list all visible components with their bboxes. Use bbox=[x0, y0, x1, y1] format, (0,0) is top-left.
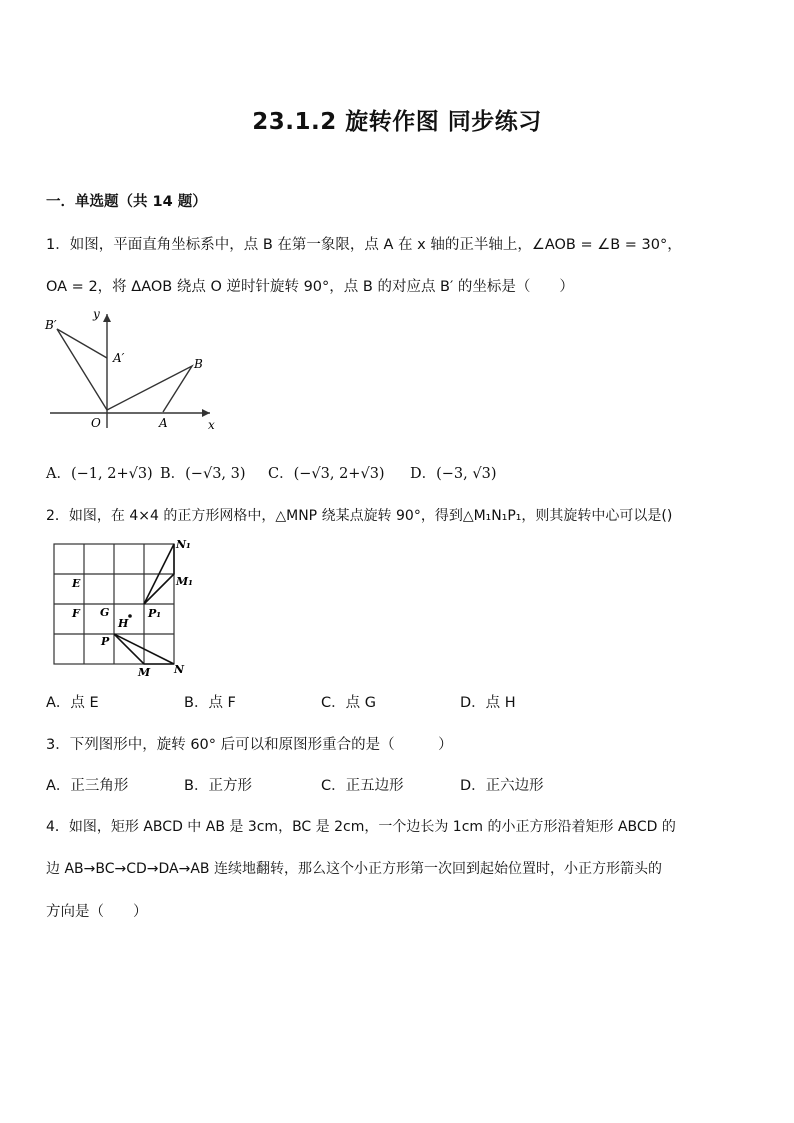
y-axis-arrow bbox=[103, 314, 111, 322]
label-y: y bbox=[93, 307, 100, 321]
label-p: P bbox=[101, 635, 110, 648]
q2-text-line1: 2．如图，在 4×4 的正方形网格中，△MNP 绕某点旋转 90°，得到△M₁N₁P₁，则其旋转中心可以是() bbox=[46, 508, 673, 524]
label-b: B bbox=[194, 357, 203, 371]
q2-option-d[interactable]: D．点 H bbox=[460, 695, 516, 711]
q3-option-a[interactable]: A．正三角形 bbox=[46, 778, 129, 794]
page-title: 23.1.2 旋转作图 同步练习 bbox=[252, 109, 542, 135]
q1-option-c[interactable]: C．(−√3, 2+√3) bbox=[268, 466, 385, 482]
q3-option-d[interactable]: D．正六边形 bbox=[460, 778, 544, 794]
q2-figure bbox=[44, 535, 204, 683]
section-heading: 一．单选题（共 14 题） bbox=[46, 194, 207, 210]
triangle-aob bbox=[107, 366, 192, 412]
q1-option-a[interactable]: A．(−1, 2+√3) bbox=[46, 466, 153, 482]
q3-option-c[interactable]: C．正五边形 bbox=[321, 778, 404, 794]
label-o: O bbox=[91, 416, 101, 430]
q2-option-a[interactable]: A．点 E bbox=[46, 695, 99, 711]
x-axis-arrow bbox=[202, 409, 210, 417]
q1-text-line2: OA = 2，将 ΔAOB 绕点 O 逆时针旋转 90°，点 B 的对应点 B′ 的坐标是（ ） bbox=[46, 279, 574, 295]
q1-option-d[interactable]: D．(−3, √3) bbox=[410, 466, 497, 482]
label-m: M bbox=[138, 666, 151, 679]
label-a-prime: A′ bbox=[113, 351, 125, 365]
q2-option-b[interactable]: B．点 F bbox=[184, 695, 236, 711]
triangle-a-prime-o-b-prime bbox=[57, 329, 107, 410]
q1-figure bbox=[42, 302, 222, 434]
label-m1: M₁ bbox=[176, 575, 193, 588]
point-h bbox=[128, 614, 132, 618]
label-f: F bbox=[72, 607, 80, 620]
q1-option-b[interactable]: B．(−√3, 3) bbox=[160, 466, 246, 482]
label-b-prime: B′ bbox=[45, 318, 57, 332]
label-g: G bbox=[100, 606, 110, 619]
label-h: H bbox=[118, 617, 129, 630]
q2-option-c[interactable]: C．点 G bbox=[321, 695, 376, 711]
label-a: A bbox=[159, 416, 168, 430]
q4-text-line2: 边 AB→BC→CD→DA→AB 连续地翻转，那么这个小正方形第一次回到起始位置时，小正方形箭头的 bbox=[46, 861, 662, 877]
q4-text-line3: 方向是（ ） bbox=[46, 904, 148, 920]
label-e: E bbox=[72, 577, 81, 590]
q4-text-line1: 4．如图，矩形 ABCD 中 AB 是 3cm，BC 是 2cm，一个边长为 1cm 的小正方形沿着矩形 ABCD 的 bbox=[46, 819, 676, 835]
q1-text-line1: 1．如图，平面直角坐标系中，点 B 在第一象限，点 A 在 x 轴的正半轴上，∠AOB = ∠B = 30°， bbox=[46, 237, 682, 253]
label-n1: N₁ bbox=[176, 538, 191, 551]
grid-4x4 bbox=[54, 544, 174, 664]
label-p1: P₁ bbox=[148, 607, 162, 620]
label-n: N bbox=[174, 663, 185, 676]
label-x: x bbox=[208, 418, 215, 432]
q3-text-line1: 3．下列图形中，旋转 60° 后可以和原图形重合的是（ ） bbox=[46, 737, 453, 753]
q3-option-b[interactable]: B．正方形 bbox=[184, 778, 252, 794]
